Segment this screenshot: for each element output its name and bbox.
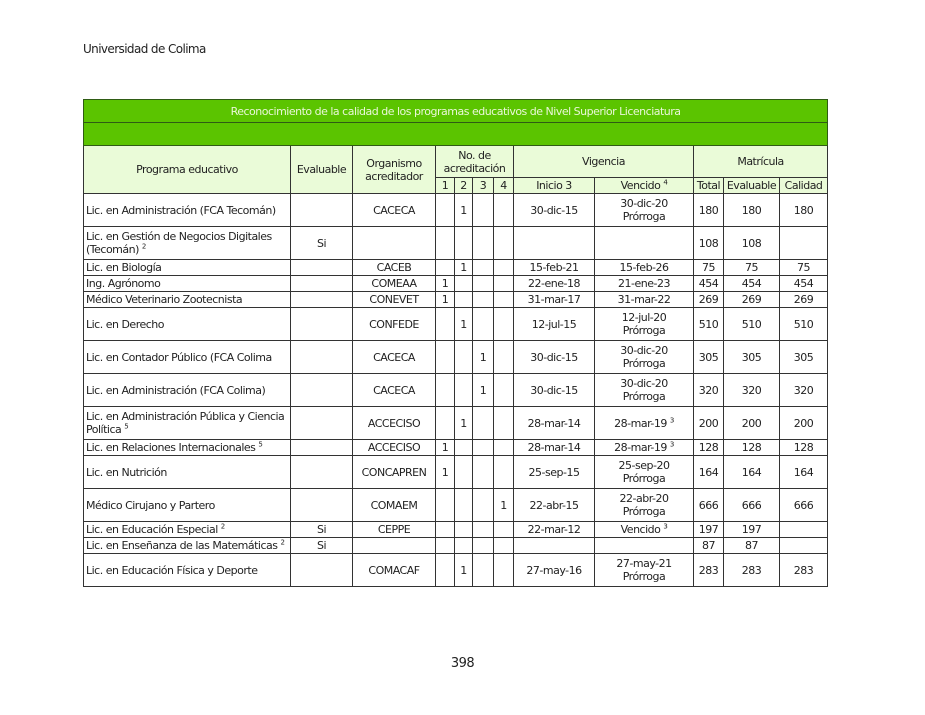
calidad-cell: 283	[780, 554, 828, 587]
inicio-cell: 22-abr-15	[514, 489, 595, 522]
inicio-cell: 22-mar-12	[514, 522, 595, 538]
programa-name: Lic. en Educación Física y Deporte	[86, 563, 258, 577]
col-header-inicio: Inicio 3	[514, 178, 595, 194]
inicio-cell: 27-may-16	[514, 554, 595, 587]
evaluable-cell	[291, 341, 353, 374]
programa-name: Médico Veterinario Zootecnista	[86, 293, 243, 306]
organismo-cell: CACEB	[353, 260, 436, 276]
col-header-acred-2: 2	[455, 178, 473, 194]
mat-evaluable-cell: 510	[724, 308, 780, 341]
mat-evaluable-cell: 200	[724, 407, 780, 440]
acred-2-cell	[455, 292, 473, 308]
acred-1-cell	[436, 227, 455, 260]
acred-1-cell	[436, 194, 455, 227]
acred-2-cell	[455, 489, 473, 522]
vencido-footnote: 3	[669, 440, 674, 449]
calidad-cell: 200	[780, 407, 828, 440]
acred-3-cell	[473, 554, 494, 587]
total-cell: 454	[694, 276, 724, 292]
table-row	[84, 407, 828, 440]
programa-footnote: 5	[124, 422, 129, 431]
programa-footnote: 5	[258, 440, 263, 449]
vencido-footnote: 3	[669, 415, 674, 424]
total-cell: 269	[694, 292, 724, 308]
programa-cell	[84, 227, 291, 260]
table-row	[84, 440, 828, 456]
vencido-date: 30-dic-20	[620, 197, 668, 210]
vencido-cell	[595, 341, 694, 374]
acred-3-cell	[473, 489, 494, 522]
programa-cell	[84, 554, 291, 587]
programa-cell	[84, 538, 291, 554]
vencido-cell	[595, 260, 694, 276]
acred-3-cell	[473, 292, 494, 308]
vencido-cell	[595, 538, 694, 554]
programa-footnote: 2	[220, 522, 225, 531]
vencido-cell	[595, 407, 694, 440]
vencido-date: 31-mar-22	[617, 293, 671, 306]
vencido-cell	[595, 522, 694, 538]
calidad-cell	[780, 522, 828, 538]
table-row	[84, 456, 828, 489]
total-cell: 666	[694, 489, 724, 522]
acred-4-cell	[494, 538, 514, 554]
total-cell: 305	[694, 341, 724, 374]
organismo-cell: ACCECISO	[353, 407, 436, 440]
total-cell: 283	[694, 554, 724, 587]
acred-1-cell	[436, 538, 455, 554]
acred-1-cell: 1	[436, 292, 455, 308]
evaluable-cell	[291, 194, 353, 227]
organismo-cell: CACECA	[353, 341, 436, 374]
acred-3-cell	[473, 276, 494, 292]
acred-2-cell	[455, 341, 473, 374]
table-row	[84, 341, 828, 374]
inicio-cell: 30-dic-15	[514, 374, 595, 407]
programa-cell	[84, 194, 291, 227]
vencido-cell	[595, 489, 694, 522]
evaluable-cell	[291, 440, 353, 456]
prorroga-label: Prórroga	[622, 357, 666, 370]
total-cell: 128	[694, 440, 724, 456]
mat-evaluable-cell: 320	[724, 374, 780, 407]
programa-cell	[84, 456, 291, 489]
programa-name: Lic. en Gestión de Negocios Digitales (Tecomán)	[86, 230, 272, 256]
organismo-cell	[353, 227, 436, 260]
col-header-total: Total	[694, 178, 724, 194]
programa-cell	[84, 522, 291, 538]
col-header-vencido	[595, 178, 694, 194]
acred-3-cell	[473, 260, 494, 276]
total-cell: 197	[694, 522, 724, 538]
prorroga-label: Prórroga	[622, 324, 666, 337]
programa-cell	[84, 440, 291, 456]
acred-2-cell: 1	[455, 308, 473, 341]
calidad-cell	[780, 227, 828, 260]
organismo-cell: COMEAA	[353, 276, 436, 292]
mat-evaluable-cell: 108	[724, 227, 780, 260]
col-header-organismo: Organismo acreditador	[353, 146, 436, 194]
programa-name: Médico Cirujano y Partero	[86, 498, 215, 512]
programa-name: Ing. Agrónomo	[86, 277, 161, 290]
mat-evaluable-cell: 454	[724, 276, 780, 292]
mat-evaluable-cell: 164	[724, 456, 780, 489]
evaluable-cell	[291, 276, 353, 292]
inicio-cell	[514, 227, 595, 260]
acred-3-cell: 1	[473, 341, 494, 374]
table-row	[84, 292, 828, 308]
programa-cell	[84, 489, 291, 522]
evaluable-cell	[291, 554, 353, 587]
acred-4-cell	[494, 276, 514, 292]
vencido-date: 15-feb-26	[619, 261, 669, 274]
organismo-cell: CACECA	[353, 194, 436, 227]
vencido-cell	[595, 440, 694, 456]
acred-1-cell	[436, 554, 455, 587]
acred-1-cell	[436, 374, 455, 407]
acred-4-cell	[494, 374, 514, 407]
evaluable-cell	[291, 260, 353, 276]
total-cell: 164	[694, 456, 724, 489]
acred-3-cell	[473, 308, 494, 341]
inicio-cell: 12-jul-15	[514, 308, 595, 341]
inicio-cell: 28-mar-14	[514, 407, 595, 440]
acred-2-cell: 1	[455, 260, 473, 276]
evaluable-cell	[291, 407, 353, 440]
acred-4-cell	[494, 260, 514, 276]
table-title: Reconocimiento de la calidad de los programas educativos de Nivel Superior Licenciatura	[84, 100, 828, 123]
prorroga-label: Prórroga	[622, 505, 666, 518]
acred-4-cell	[494, 227, 514, 260]
calidad-cell: 269	[780, 292, 828, 308]
inicio-cell: 28-mar-14	[514, 440, 595, 456]
acred-3-cell	[473, 456, 494, 489]
vencido-date: 27-may-21	[616, 557, 672, 570]
acred-1-cell: 1	[436, 440, 455, 456]
calidad-cell: 180	[780, 194, 828, 227]
vencido-date: 30-dic-20	[620, 344, 668, 357]
acred-2-cell	[455, 522, 473, 538]
organismo-cell: COMACAF	[353, 554, 436, 587]
programa-footnote: 2	[280, 538, 285, 547]
inicio-cell: 31-mar-17	[514, 292, 595, 308]
total-cell: 87	[694, 538, 724, 554]
mat-evaluable-cell: 269	[724, 292, 780, 308]
mat-evaluable-cell: 666	[724, 489, 780, 522]
vencido-cell	[595, 456, 694, 489]
mat-evaluable-cell: 197	[724, 522, 780, 538]
total-cell: 320	[694, 374, 724, 407]
calidad-cell: 305	[780, 341, 828, 374]
programa-cell	[84, 407, 291, 440]
col-header-matricula: Matrícula	[694, 146, 828, 178]
col-header-acreditacion: No. de acreditación	[436, 146, 514, 178]
table-row	[84, 276, 828, 292]
vencido-date: Vencido	[620, 523, 661, 536]
evaluable-cell	[291, 489, 353, 522]
acred-2-cell: 1	[455, 554, 473, 587]
programa-name: Lic. en Contador Público (FCA Colima	[86, 350, 272, 364]
programa-name: Lic. en Administración (FCA Tecomán)	[86, 203, 276, 217]
table-row	[84, 260, 828, 276]
table-row	[84, 194, 828, 227]
evaluable-cell: Si	[291, 538, 353, 554]
programa-cell	[84, 292, 291, 308]
prorroga-label: Prórroga	[622, 570, 666, 583]
col-header-mat-evaluable: Evaluable	[724, 178, 780, 194]
calidad-cell: 454	[780, 276, 828, 292]
table-row	[84, 554, 828, 587]
programa-footnote: 2	[141, 242, 146, 251]
evaluable-cell	[291, 292, 353, 308]
col-header-evaluable: Evaluable	[291, 146, 353, 194]
col-header-calidad: Calidad	[780, 178, 828, 194]
acred-4-cell	[494, 456, 514, 489]
acred-3-cell	[473, 407, 494, 440]
calidad-cell: 320	[780, 374, 828, 407]
acred-1-cell	[436, 308, 455, 341]
programa-name: Lic. en Administración (FCA Colima)	[86, 383, 266, 397]
acred-2-cell	[455, 538, 473, 554]
mat-evaluable-cell: 180	[724, 194, 780, 227]
vencido-cell	[595, 308, 694, 341]
acred-4-cell	[494, 308, 514, 341]
mat-evaluable-cell: 87	[724, 538, 780, 554]
organismo-cell	[353, 538, 436, 554]
col-header-acred-3: 3	[473, 178, 494, 194]
organismo-cell: CEPPE	[353, 522, 436, 538]
programa-name: Lic. en Educación Especial	[86, 523, 218, 536]
acred-1-cell	[436, 407, 455, 440]
organismo-cell: CACECA	[353, 374, 436, 407]
vencido-cell	[595, 554, 694, 587]
page-number: 398	[450, 656, 475, 671]
organismo-cell: CONEVET	[353, 292, 436, 308]
vencido-date: 22-abr-20	[619, 492, 669, 505]
acred-2-cell	[455, 227, 473, 260]
acred-3-cell	[473, 538, 494, 554]
vencido-label: Vencido	[620, 179, 661, 192]
vencido-cell	[595, 374, 694, 407]
acred-2-cell	[455, 456, 473, 489]
acred-4-cell	[494, 440, 514, 456]
mat-evaluable-cell: 75	[724, 260, 780, 276]
acred-3-cell	[473, 522, 494, 538]
mat-evaluable-cell: 283	[724, 554, 780, 587]
organismo-cell: CONCAPREN	[353, 456, 436, 489]
table-row	[84, 522, 828, 538]
vencido-date: 28-mar-19	[614, 441, 667, 454]
inicio-cell: 30-dic-15	[514, 341, 595, 374]
institution-header: Universidad de Colima	[83, 42, 206, 56]
programa-name: Lic. en Enseñanza de las Matemáticas	[86, 539, 278, 552]
programa-cell	[84, 308, 291, 341]
vencido-date: 25-sep-20	[618, 459, 670, 472]
acred-3-cell: 1	[473, 374, 494, 407]
vencido-date: 30-dic-20	[620, 377, 668, 390]
acred-1-cell: 1	[436, 456, 455, 489]
mat-evaluable-cell: 128	[724, 440, 780, 456]
acred-4-cell	[494, 522, 514, 538]
table-row	[84, 489, 828, 522]
col-header-vigencia: Vigencia	[514, 146, 694, 178]
acred-1-cell	[436, 522, 455, 538]
acred-2-cell: 1	[455, 194, 473, 227]
acred-1-cell	[436, 341, 455, 374]
evaluable-cell: Si	[291, 227, 353, 260]
prorroga-label: Prórroga	[622, 210, 666, 223]
acred-2-cell: 1	[455, 407, 473, 440]
acred-2-cell	[455, 374, 473, 407]
programa-name: Lic. en Derecho	[86, 317, 164, 331]
total-cell: 200	[694, 407, 724, 440]
programa-name: Lic. en Nutrición	[86, 465, 167, 479]
table-row	[84, 308, 828, 341]
acred-4-cell	[494, 407, 514, 440]
accreditation-table	[83, 99, 828, 587]
acred-1-cell: 1	[436, 276, 455, 292]
acred-4-cell	[494, 194, 514, 227]
table-title-spacer	[84, 123, 828, 146]
calidad-cell: 128	[780, 440, 828, 456]
evaluable-cell	[291, 374, 353, 407]
acred-1-cell	[436, 489, 455, 522]
evaluable-cell	[291, 308, 353, 341]
table-row	[84, 374, 828, 407]
total-cell: 180	[694, 194, 724, 227]
inicio-cell	[514, 538, 595, 554]
vencido-cell	[595, 194, 694, 227]
vencido-footnote: 3	[663, 522, 668, 531]
acred-3-cell	[473, 440, 494, 456]
programa-cell	[84, 260, 291, 276]
inicio-cell: 15-feb-21	[514, 260, 595, 276]
acred-2-cell	[455, 276, 473, 292]
prorroga-label: Prórroga	[622, 390, 666, 403]
evaluable-cell: Si	[291, 522, 353, 538]
total-cell: 75	[694, 260, 724, 276]
programa-name: Lic. en Biología	[86, 261, 162, 274]
organismo-cell: ACCECISO	[353, 440, 436, 456]
vencido-date: 12-jul-20	[621, 311, 667, 324]
acred-4-cell	[494, 554, 514, 587]
acred-4-cell: 1	[494, 489, 514, 522]
col-header-programa: Programa educativo	[84, 146, 291, 194]
col-header-acred-1: 1	[436, 178, 455, 194]
acred-3-cell	[473, 227, 494, 260]
acred-2-cell	[455, 440, 473, 456]
acred-4-cell	[494, 341, 514, 374]
calidad-cell	[780, 538, 828, 554]
inicio-cell: 22-ene-18	[514, 276, 595, 292]
vencido-date: 28-mar-19	[614, 416, 667, 430]
total-cell: 510	[694, 308, 724, 341]
vencido-date: 21-ene-23	[618, 277, 670, 290]
inicio-cell: 25-sep-15	[514, 456, 595, 489]
programa-cell	[84, 276, 291, 292]
vencido-footnote: 4	[663, 178, 668, 187]
calidad-cell: 164	[780, 456, 828, 489]
col-header-acred-4: 4	[494, 178, 514, 194]
vencido-cell	[595, 292, 694, 308]
organismo-cell: COMAEM	[353, 489, 436, 522]
total-cell: 108	[694, 227, 724, 260]
table-row	[84, 538, 828, 554]
acred-3-cell	[473, 194, 494, 227]
acred-4-cell	[494, 292, 514, 308]
programa-cell	[84, 374, 291, 407]
evaluable-cell	[291, 456, 353, 489]
programa-cell	[84, 341, 291, 374]
vencido-cell	[595, 276, 694, 292]
acred-1-cell	[436, 260, 455, 276]
organismo-cell: CONFEDE	[353, 308, 436, 341]
vencido-cell	[595, 227, 694, 260]
programa-name: Lic. en Administración Pública y Ciencia Política	[86, 410, 285, 436]
mat-evaluable-cell: 305	[724, 341, 780, 374]
programa-name: Lic. en Relaciones Internacionales	[86, 441, 256, 454]
inicio-cell: 30-dic-15	[514, 194, 595, 227]
prorroga-label: Prórroga	[622, 472, 666, 485]
calidad-cell: 666	[780, 489, 828, 522]
table-row	[84, 227, 828, 260]
calidad-cell: 510	[780, 308, 828, 341]
calidad-cell: 75	[780, 260, 828, 276]
